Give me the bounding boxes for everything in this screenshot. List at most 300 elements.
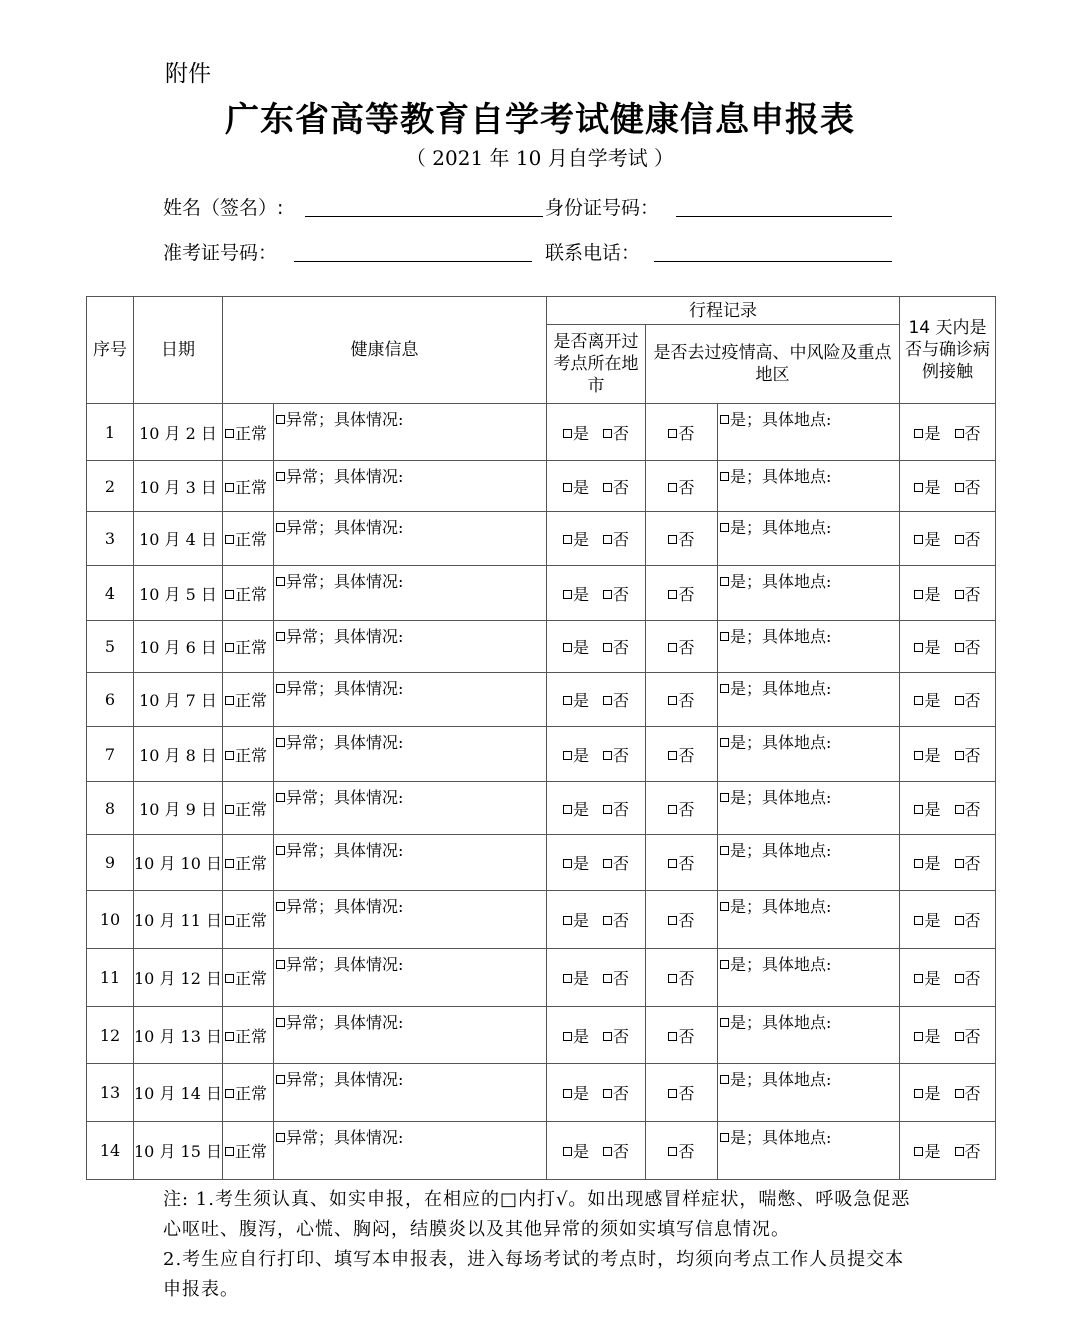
header-itinerary: 行程记录: [547, 297, 900, 325]
health-normal-checkbox[interactable]: [225, 1147, 234, 1156]
left-city-yes-label: 是: [572, 423, 589, 443]
contact-no-label: 否: [964, 911, 981, 930]
left-city-options[interactable]: [547, 404, 646, 461]
health-normal-label: 正常: [235, 691, 268, 710]
health-normal-checkbox[interactable]: [225, 643, 234, 652]
health-abnormal-option[interactable]: [274, 512, 547, 566]
left-city-no-label: 否: [613, 477, 630, 497]
left-city-no-checkbox[interactable]: [603, 859, 612, 868]
risk-area-no-label: 否: [678, 1026, 695, 1046]
risk-area-no-label: 否: [678, 854, 695, 873]
health-abnormal-checkbox[interactable]: [276, 415, 285, 424]
contact-yes-checkbox[interactable]: [914, 1147, 923, 1156]
left-city-options[interactable]: [547, 835, 646, 891]
left-city-yes-checkbox[interactable]: [563, 1089, 572, 1098]
health-normal-option[interactable]: [223, 782, 274, 835]
health-normal-checkbox[interactable]: [225, 590, 234, 599]
contact-no-label: 否: [964, 799, 981, 819]
health-abnormal-option[interactable]: [274, 1064, 547, 1122]
left-city-no-checkbox[interactable]: [603, 1147, 612, 1156]
health-normal-option[interactable]: [223, 621, 274, 673]
row-index: 2: [87, 461, 134, 512]
contact-no-checkbox[interactable]: [955, 535, 964, 544]
left-city-yes-label: 是: [572, 1142, 589, 1161]
contact-yes-label: 是: [924, 1142, 941, 1161]
left-city-options[interactable]: [547, 1064, 646, 1122]
left-city-no-label: 否: [613, 854, 630, 873]
left-city-options[interactable]: [547, 891, 646, 949]
health-normal-option[interactable]: [223, 404, 274, 461]
name-field[interactable]: [305, 216, 543, 217]
contact-options[interactable]: [900, 782, 996, 835]
left-city-options[interactable]: [547, 1007, 646, 1064]
risk-area-no-label: 否: [678, 584, 695, 604]
contact-yes-checkbox[interactable]: [914, 535, 923, 544]
risk-area-no-option[interactable]: [646, 512, 718, 566]
health-normal-checkbox[interactable]: [225, 483, 234, 492]
risk-area-yes-checkbox[interactable]: [720, 1133, 729, 1142]
table-row: [87, 673, 996, 727]
left-city-yes-checkbox[interactable]: [563, 1147, 572, 1156]
health-abnormal-option[interactable]: [274, 891, 547, 949]
risk-area-no-option[interactable]: [646, 621, 718, 673]
left-city-yes-label: 是: [572, 530, 589, 549]
contact-yes-checkbox[interactable]: [914, 643, 923, 652]
health-normal-label: 正常: [235, 584, 268, 604]
health-normal-checkbox[interactable]: [225, 535, 234, 544]
health-normal-option[interactable]: [223, 727, 274, 782]
risk-area-yes-label: 是；具体地点:: [730, 897, 832, 916]
health-normal-checkbox[interactable]: [225, 974, 234, 983]
left-city-no-label: 否: [613, 1084, 630, 1103]
health-abnormal-checkbox[interactable]: [276, 523, 285, 532]
risk-area-no-option[interactable]: [646, 1064, 718, 1122]
risk-area-no-checkbox[interactable]: [668, 483, 677, 492]
left-city-yes-checkbox[interactable]: [563, 1032, 572, 1041]
health-normal-label: 正常: [235, 1142, 268, 1161]
contact-no-label: 否: [964, 854, 981, 873]
left-city-yes-checkbox[interactable]: [563, 751, 572, 760]
contact-options[interactable]: [900, 1007, 996, 1064]
health-normal-checkbox[interactable]: [225, 859, 234, 868]
risk-area-no-checkbox[interactable]: [668, 751, 677, 760]
health-abnormal-option[interactable]: [274, 1122, 547, 1180]
risk-area-yes-checkbox[interactable]: [720, 960, 729, 969]
health-normal-option[interactable]: [223, 891, 274, 949]
health-abnormal-option[interactable]: [274, 782, 547, 835]
contact-yes-label: 是: [924, 854, 941, 873]
risk-area-yes-checkbox[interactable]: [720, 793, 729, 802]
risk-area-yes-checkbox[interactable]: [720, 523, 729, 532]
health-abnormal-label: 异常；具体情况:: [286, 1070, 404, 1089]
risk-area-yes-option[interactable]: [718, 566, 900, 621]
left-city-yes-checkbox[interactable]: [563, 916, 572, 925]
left-city-no-label: 否: [613, 1026, 630, 1046]
risk-area-yes-checkbox[interactable]: [720, 1075, 729, 1084]
left-city-yes-checkbox[interactable]: [563, 974, 572, 983]
left-city-yes-label: 是: [572, 638, 589, 657]
left-city-yes-checkbox[interactable]: [563, 859, 572, 868]
left-city-yes-checkbox[interactable]: [563, 535, 572, 544]
health-abnormal-checkbox[interactable]: [276, 793, 285, 802]
left-city-no-checkbox[interactable]: [603, 751, 612, 760]
left-city-no-label: 否: [613, 584, 630, 604]
contact-yes-checkbox[interactable]: [914, 859, 923, 868]
left-city-yes-label: 是: [572, 799, 589, 819]
contact-yes-checkbox[interactable]: [914, 974, 923, 983]
left-city-yes-label: 是: [572, 477, 589, 497]
contact-yes-checkbox[interactable]: [914, 751, 923, 760]
contact-no-checkbox[interactable]: [955, 429, 964, 438]
contact-options[interactable]: [900, 404, 996, 461]
left-city-yes-checkbox[interactable]: [563, 483, 572, 492]
contact-no-checkbox[interactable]: [955, 1032, 964, 1041]
row-index: 10: [87, 891, 134, 949]
health-normal-option[interactable]: [223, 1122, 274, 1180]
risk-area-no-label: 否: [678, 745, 695, 765]
risk-area-yes-label: 是；具体地点:: [730, 955, 832, 974]
health-normal-label: 正常: [235, 530, 268, 549]
left-city-no-checkbox[interactable]: [603, 974, 612, 983]
risk-area-no-label: 否: [678, 530, 695, 549]
left-city-no-checkbox[interactable]: [603, 643, 612, 652]
risk-area-yes-label: 是；具体地点:: [730, 733, 832, 752]
health-normal-label: 正常: [235, 799, 268, 819]
risk-area-yes-checkbox[interactable]: [720, 415, 729, 424]
left-city-options[interactable]: [547, 512, 646, 566]
row-index: 12: [87, 1007, 134, 1064]
left-city-no-label: 否: [613, 638, 630, 657]
health-abnormal-checkbox[interactable]: [276, 846, 285, 855]
health-abnormal-option[interactable]: [274, 727, 547, 782]
health-abnormal-checkbox[interactable]: [276, 577, 285, 586]
risk-area-no-option[interactable]: [646, 782, 718, 835]
contact-options[interactable]: [900, 512, 996, 566]
left-city-yes-label: 是: [572, 691, 589, 710]
risk-area-no-checkbox[interactable]: [668, 974, 677, 983]
contact-no-checkbox[interactable]: [955, 916, 964, 925]
health-abnormal-label: 异常；具体情况:: [286, 733, 404, 752]
left-city-options[interactable]: [547, 461, 646, 512]
risk-area-yes-option[interactable]: [718, 1122, 900, 1180]
risk-area-no-checkbox[interactable]: [668, 590, 677, 599]
risk-area-no-checkbox[interactable]: [668, 1089, 677, 1098]
contact-yes-checkbox[interactable]: [914, 696, 923, 705]
risk-area-no-label: 否: [678, 799, 695, 819]
row-date: 10 月 5 日: [134, 566, 223, 621]
row-date: 10 月 3 日: [134, 461, 223, 512]
contact-options[interactable]: [900, 727, 996, 782]
contact-options[interactable]: [900, 621, 996, 673]
id-number-field[interactable]: [676, 216, 892, 217]
contact-yes-label: 是: [924, 911, 941, 930]
left-city-no-checkbox[interactable]: [603, 696, 612, 705]
contact-options[interactable]: [900, 1064, 996, 1122]
note-2: 2.考生应自行打印、填写本申报表，进入每场考试的考点时，均须向考点工作人员提交本申报表。: [163, 1249, 905, 1300]
row-index: 5: [87, 621, 134, 673]
left-city-yes-checkbox[interactable]: [563, 429, 572, 438]
health-abnormal-option[interactable]: [274, 673, 547, 727]
risk-area-yes-option[interactable]: [718, 512, 900, 566]
contact-options[interactable]: [900, 1122, 996, 1180]
phone-field[interactable]: [654, 261, 892, 262]
contact-no-checkbox[interactable]: [955, 805, 964, 814]
header-date: 日期: [134, 297, 223, 404]
risk-area-no-option[interactable]: [646, 1007, 718, 1064]
contact-no-label: 否: [964, 477, 981, 497]
contact-yes-label: 是: [924, 745, 941, 765]
risk-area-yes-checkbox[interactable]: [720, 684, 729, 693]
risk-area-no-label: 否: [678, 1142, 695, 1161]
contact-no-checkbox[interactable]: [955, 1147, 964, 1156]
left-city-yes-label: 是: [572, 854, 589, 873]
risk-area-no-checkbox[interactable]: [668, 916, 677, 925]
risk-area-no-checkbox[interactable]: [668, 643, 677, 652]
left-city-yes-checkbox[interactable]: [563, 696, 572, 705]
left-city-options[interactable]: [547, 1122, 646, 1180]
risk-area-no-option[interactable]: [646, 404, 718, 461]
contact-no-checkbox[interactable]: [955, 643, 964, 652]
contact-options[interactable]: [900, 949, 996, 1007]
left-city-yes-checkbox[interactable]: [563, 805, 572, 814]
health-abnormal-checkbox[interactable]: [276, 1133, 285, 1142]
health-normal-checkbox[interactable]: [225, 1032, 234, 1041]
left-city-yes-label: 是: [572, 969, 589, 988]
row-date: 10 月 12 日: [134, 949, 223, 1007]
risk-area-no-option[interactable]: [646, 835, 718, 891]
risk-area-yes-checkbox[interactable]: [720, 902, 729, 911]
risk-area-no-checkbox[interactable]: [668, 535, 677, 544]
contact-no-label: 否: [964, 584, 981, 604]
left-city-options[interactable]: [547, 621, 646, 673]
risk-area-no-checkbox[interactable]: [668, 859, 677, 868]
row-index: 4: [87, 566, 134, 621]
contact-no-checkbox[interactable]: [955, 696, 964, 705]
health-abnormal-label: 异常；具体情况:: [286, 1013, 404, 1032]
risk-area-no-label: 否: [678, 477, 695, 497]
contact-yes-label: 是: [924, 477, 941, 497]
risk-area-no-checkbox[interactable]: [668, 429, 677, 438]
risk-area-yes-option[interactable]: [718, 949, 900, 1007]
risk-area-yes-option[interactable]: [718, 835, 900, 891]
risk-area-no-checkbox[interactable]: [668, 696, 677, 705]
contact-yes-label: 是: [924, 530, 941, 549]
contact-yes-checkbox[interactable]: [914, 590, 923, 599]
left-city-yes-label: 是: [572, 584, 589, 604]
row-date: 10 月 11 日: [134, 891, 223, 949]
risk-area-yes-option[interactable]: [718, 891, 900, 949]
health-normal-option[interactable]: [223, 461, 274, 512]
risk-area-no-label: 否: [678, 911, 695, 930]
risk-area-yes-option[interactable]: [718, 1064, 900, 1122]
health-normal-checkbox[interactable]: [225, 805, 234, 814]
risk-area-no-option[interactable]: [646, 891, 718, 949]
risk-area-yes-label: 是；具体地点:: [730, 410, 832, 429]
contact-no-checkbox[interactable]: [955, 859, 964, 868]
contact-no-label: 否: [964, 1142, 981, 1161]
left-city-no-checkbox[interactable]: [603, 1032, 612, 1041]
risk-area-yes-option[interactable]: [718, 1007, 900, 1064]
health-abnormal-option[interactable]: [274, 566, 547, 621]
contact-no-label: 否: [964, 745, 981, 765]
health-normal-label: 正常: [235, 911, 268, 930]
left-city-options[interactable]: [547, 673, 646, 727]
risk-area-no-option[interactable]: [646, 673, 718, 727]
health-normal-checkbox[interactable]: [225, 751, 234, 760]
health-abnormal-option[interactable]: [274, 835, 547, 891]
left-city-no-checkbox[interactable]: [603, 590, 612, 599]
left-city-yes-checkbox[interactable]: [563, 643, 572, 652]
risk-area-yes-label: 是；具体地点:: [730, 1013, 832, 1032]
row-index: 8: [87, 782, 134, 835]
left-city-no-checkbox[interactable]: [603, 805, 612, 814]
row-date: 10 月 15 日: [134, 1122, 223, 1180]
health-abnormal-label: 异常；具体情况:: [286, 410, 404, 429]
health-abnormal-checkbox[interactable]: [276, 902, 285, 911]
health-normal-checkbox[interactable]: [225, 429, 234, 438]
left-city-yes-checkbox[interactable]: [563, 590, 572, 599]
risk-area-yes-label: 是；具体地点:: [730, 467, 832, 486]
health-abnormal-checkbox[interactable]: [276, 472, 285, 481]
risk-area-no-checkbox[interactable]: [668, 1147, 677, 1156]
contact-options[interactable]: [900, 891, 996, 949]
health-normal-label: 正常: [235, 1084, 268, 1103]
risk-area-yes-checkbox[interactable]: [720, 577, 729, 586]
contact-no-checkbox[interactable]: [955, 590, 964, 599]
health-normal-option[interactable]: [223, 673, 274, 727]
table-row: [87, 891, 996, 949]
risk-area-yes-label: 是；具体地点:: [730, 679, 832, 698]
risk-area-yes-checkbox[interactable]: [720, 846, 729, 855]
risk-area-no-option[interactable]: [646, 727, 718, 782]
health-normal-option[interactable]: [223, 566, 274, 621]
left-city-no-checkbox[interactable]: [603, 429, 612, 438]
health-abnormal-option[interactable]: [274, 949, 547, 1007]
health-abnormal-checkbox[interactable]: [276, 738, 285, 747]
health-abnormal-label: 异常；具体情况:: [286, 627, 404, 646]
health-normal-label: 正常: [235, 969, 268, 988]
health-abnormal-checkbox[interactable]: [276, 960, 285, 969]
left-city-no-label: 否: [613, 691, 630, 710]
health-normal-option[interactable]: [223, 512, 274, 566]
contact-yes-checkbox[interactable]: [914, 1032, 923, 1041]
exam-number-label: 准考证号码：: [163, 242, 278, 264]
risk-area-yes-option[interactable]: [718, 461, 900, 512]
health-normal-option[interactable]: [223, 1007, 274, 1064]
health-normal-option[interactable]: [223, 949, 274, 1007]
contact-no-checkbox[interactable]: [955, 751, 964, 760]
contact-yes-label: 是: [924, 691, 941, 710]
contact-options[interactable]: [900, 835, 996, 891]
contact-no-checkbox[interactable]: [955, 1089, 964, 1098]
table-row: [87, 512, 996, 566]
contact-yes-checkbox[interactable]: [914, 483, 923, 492]
risk-area-yes-checkbox[interactable]: [720, 738, 729, 747]
contact-no-label: 否: [964, 969, 981, 988]
health-abnormal-checkbox[interactable]: [276, 1018, 285, 1027]
health-normal-option[interactable]: [223, 835, 274, 891]
risk-area-yes-label: 是；具体地点:: [730, 572, 832, 591]
contact-yes-checkbox[interactable]: [914, 916, 923, 925]
risk-area-yes-option[interactable]: [718, 621, 900, 673]
left-city-no-checkbox[interactable]: [603, 535, 612, 544]
contact-options[interactable]: [900, 566, 996, 621]
risk-area-no-option[interactable]: [646, 949, 718, 1007]
left-city-yes-label: 是: [572, 1084, 589, 1103]
health-abnormal-checkbox[interactable]: [276, 632, 285, 641]
row-index: 9: [87, 835, 134, 891]
contact-no-label: 否: [964, 1026, 981, 1046]
contact-options[interactable]: [900, 673, 996, 727]
contact-yes-checkbox[interactable]: [914, 429, 923, 438]
risk-area-yes-checkbox[interactable]: [720, 632, 729, 641]
row-index: 6: [87, 673, 134, 727]
left-city-options[interactable]: [547, 727, 646, 782]
risk-area-yes-option[interactable]: [718, 782, 900, 835]
health-normal-label: 正常: [235, 854, 268, 873]
left-city-no-label: 否: [613, 911, 630, 930]
risk-area-yes-option[interactable]: [718, 673, 900, 727]
left-city-yes-label: 是: [572, 1026, 589, 1046]
risk-area-yes-checkbox[interactable]: [720, 472, 729, 481]
form-subtitle: （ 2021 年 10 月自学考试 ）: [405, 146, 675, 170]
risk-area-no-option[interactable]: [646, 1122, 718, 1180]
risk-area-yes-option[interactable]: [718, 727, 900, 782]
left-city-options[interactable]: [547, 949, 646, 1007]
contact-yes-checkbox[interactable]: [914, 1089, 923, 1098]
contact-no-checkbox[interactable]: [955, 974, 964, 983]
risk-area-yes-option[interactable]: [718, 404, 900, 461]
health-abnormal-label: 异常；具体情况:: [286, 1128, 404, 1147]
contact-options[interactable]: [900, 461, 996, 512]
left-city-options[interactable]: [547, 782, 646, 835]
left-city-no-checkbox[interactable]: [603, 483, 612, 492]
risk-area-no-checkbox[interactable]: [668, 1032, 677, 1041]
health-abnormal-option[interactable]: [274, 404, 547, 461]
risk-area-no-label: 否: [678, 638, 695, 657]
health-abnormal-checkbox[interactable]: [276, 684, 285, 693]
health-normal-option[interactable]: [223, 1064, 274, 1122]
header-risk-area: 是否去过疫情高、中风险及重点地区: [646, 325, 900, 404]
left-city-no-checkbox[interactable]: [603, 1089, 612, 1098]
health-abnormal-option[interactable]: [274, 1007, 547, 1064]
row-index: 1: [87, 404, 134, 461]
row-date: 10 月 13 日: [134, 1007, 223, 1064]
risk-area-no-option[interactable]: [646, 566, 718, 621]
contact-yes-label: 是: [924, 799, 941, 819]
exam-number-field[interactable]: [294, 261, 532, 262]
health-abnormal-checkbox[interactable]: [276, 1075, 285, 1084]
health-normal-checkbox[interactable]: [225, 696, 234, 705]
health-abnormal-option[interactable]: [274, 621, 547, 673]
contact-no-checkbox[interactable]: [955, 483, 964, 492]
risk-area-no-checkbox[interactable]: [668, 805, 677, 814]
health-abnormal-option[interactable]: [274, 461, 547, 512]
contact-no-label: 否: [964, 638, 981, 657]
left-city-options[interactable]: [547, 566, 646, 621]
contact-yes-checkbox[interactable]: [914, 805, 923, 814]
header-contact: 14 天内是否与确诊病例接触: [900, 297, 996, 404]
health-normal-checkbox[interactable]: [225, 916, 234, 925]
risk-area-yes-checkbox[interactable]: [720, 1018, 729, 1027]
row-index: 3: [87, 512, 134, 566]
health-normal-checkbox[interactable]: [225, 1089, 234, 1098]
left-city-no-checkbox[interactable]: [603, 916, 612, 925]
risk-area-no-option[interactable]: [646, 461, 718, 512]
notes: [163, 1185, 923, 1305]
risk-area-yes-label: 是；具体地点:: [730, 1128, 832, 1147]
risk-area-yes-label: 是；具体地点:: [730, 1070, 832, 1089]
